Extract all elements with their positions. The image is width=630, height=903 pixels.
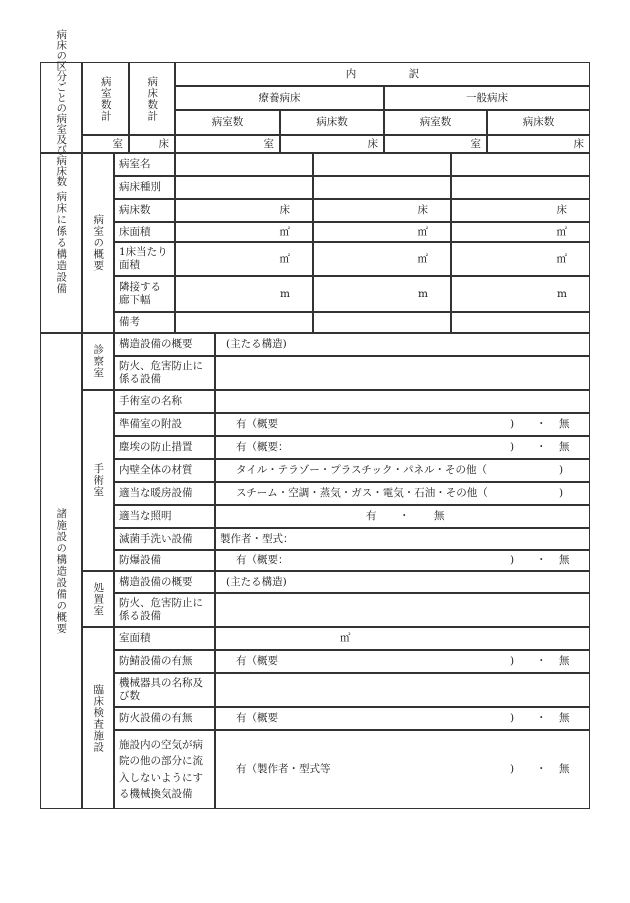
room-name-field-3[interactable] bbox=[451, 153, 590, 176]
shochi-label: 処置室 bbox=[82, 571, 114, 627]
nashi-text: 無 bbox=[559, 418, 570, 431]
row-label-floor-area: 床面積 bbox=[114, 222, 175, 242]
heating-field[interactable] bbox=[215, 482, 590, 505]
unit-m2: ㎡ bbox=[417, 225, 428, 238]
row-label-remarks: 備考 bbox=[114, 312, 175, 333]
floor-area-field-1[interactable] bbox=[175, 222, 313, 242]
lighting-label: 適当な照明 bbox=[114, 505, 215, 528]
fire-equipment-field[interactable] bbox=[215, 707, 590, 730]
shinsatsu-structure-field[interactable] bbox=[215, 333, 590, 356]
bed-type-field-1[interactable] bbox=[175, 176, 313, 199]
separator-dot: ・ bbox=[536, 712, 547, 725]
floor-area-field-3[interactable] bbox=[451, 222, 590, 242]
close-paren: ) bbox=[510, 655, 515, 668]
close-paren: ) bbox=[559, 487, 564, 500]
unit-m2: ㎡ bbox=[279, 225, 290, 238]
separator-dot: ・ bbox=[536, 441, 547, 454]
prep-room-field[interactable] bbox=[215, 413, 590, 436]
bed-count-field-2[interactable] bbox=[313, 199, 451, 222]
close-paren: ) bbox=[510, 418, 515, 431]
shujutsu-name-label: 手術室の名称 bbox=[114, 390, 215, 413]
close-paren: ) bbox=[510, 441, 515, 454]
rust-prevention-label: 防鯖設備の有無 bbox=[114, 650, 215, 673]
room-name-field-2[interactable] bbox=[313, 153, 451, 176]
shujutsu-name-field[interactable] bbox=[215, 390, 590, 413]
section3-label: 諸施設の構造設備の概要 bbox=[40, 333, 82, 809]
ryoyo-room-header: 病室数 bbox=[175, 110, 280, 135]
shinsatsu-structure-label: 構造設備の概要 bbox=[114, 333, 215, 356]
unit-bed: 床 bbox=[556, 204, 567, 217]
unit-m2: ㎡ bbox=[556, 225, 567, 238]
ryoyo-header: 療養病床 bbox=[175, 86, 384, 110]
room-area-field[interactable] bbox=[215, 627, 590, 650]
explosion-proof-label: 防爆設備 bbox=[114, 550, 215, 571]
unit-m2: ㎡ bbox=[340, 632, 351, 645]
unit-room: 室 bbox=[112, 137, 123, 150]
shochi-fire-field[interactable] bbox=[215, 593, 590, 627]
separator-dot: ・ bbox=[536, 763, 547, 776]
row-label-corridor-width: 隣接する廊下幅 bbox=[114, 276, 175, 312]
bed-total-header: 病床数計 bbox=[129, 62, 175, 135]
nashi-text: 無 bbox=[559, 712, 570, 725]
ryoyo-bed-field[interactable] bbox=[280, 135, 384, 153]
room-area-label: 室面積 bbox=[114, 627, 215, 650]
dust-prevention-label: 塵埃の防止措置 bbox=[114, 436, 215, 459]
corridor-width-field-2[interactable] bbox=[313, 276, 451, 312]
separator-dot: ・ bbox=[399, 510, 410, 523]
ventilation-label: 施設内の空気が病院の他の部分に流入しないようにする機械換気設備 bbox=[114, 730, 215, 809]
shinsatsu-fire-label: 防火、危害防止に係る設備 bbox=[114, 356, 215, 390]
nashi-text: 無 bbox=[559, 554, 570, 567]
ventilation-field[interactable] bbox=[215, 730, 590, 809]
unit-m2: ㎡ bbox=[279, 252, 290, 265]
dust-prevention-field[interactable] bbox=[215, 436, 590, 459]
floor-area-field-2[interactable] bbox=[313, 222, 451, 242]
wall-material-field[interactable] bbox=[215, 459, 590, 482]
room-total-header: 病室数計 bbox=[82, 62, 129, 135]
bed-count-field-1[interactable] bbox=[175, 199, 313, 222]
unit-room: 室 bbox=[263, 137, 274, 150]
close-paren: ) bbox=[510, 712, 515, 725]
row-label-bed-count: 病床数 bbox=[114, 199, 175, 222]
section2-label: 病床に係る構造設備 bbox=[40, 153, 82, 333]
sterile-wash-text: 製作者・型式： bbox=[220, 532, 294, 545]
shujutsu-label: 手術室 bbox=[82, 390, 114, 571]
ippan-bed-field[interactable] bbox=[487, 135, 590, 153]
section1-label: 病床の区分ごとの病室及び病床数 bbox=[40, 62, 82, 153]
corridor-width-field-1[interactable] bbox=[175, 276, 313, 312]
unit-m: m bbox=[280, 287, 290, 300]
prep-room-text: 有（概要 bbox=[236, 418, 278, 431]
unit-m: m bbox=[557, 287, 567, 300]
ippan-room-field[interactable] bbox=[384, 135, 487, 153]
ippan-bed-header: 病床数 bbox=[487, 110, 590, 135]
room-name-field-1[interactable] bbox=[175, 153, 313, 176]
prep-room-label: 準備室の附設 bbox=[114, 413, 215, 436]
nashi-text: 無 bbox=[559, 763, 570, 776]
heating-text: スチーム・空調・蒸気・ガス・電気・石油・その他（ bbox=[236, 487, 488, 500]
close-paren: ) bbox=[559, 464, 564, 477]
wall-material-label: 内壁全体の材質 bbox=[114, 459, 215, 482]
section2-sub-label: 病室の概要 bbox=[82, 153, 114, 333]
row-label-room-name: 病室名 bbox=[114, 153, 175, 176]
ari-text: 有 bbox=[366, 510, 377, 523]
separator-dot: ・ bbox=[536, 418, 547, 431]
equipment-list-label: 機械器具の名称及び数 bbox=[114, 673, 215, 707]
main-structure-text: (主たる構造) bbox=[226, 338, 287, 351]
row-label-area-per-bed: 1床当たり面積 bbox=[114, 242, 175, 276]
separator-dot: ・ bbox=[536, 554, 547, 567]
shochi-structure-label: 構造設備の概要 bbox=[114, 571, 215, 593]
explosion-proof-field[interactable] bbox=[215, 550, 590, 571]
area-per-bed-field-3[interactable] bbox=[451, 242, 590, 276]
unit-room: 室 bbox=[470, 137, 481, 150]
unit-bed: 床 bbox=[279, 204, 290, 217]
fire-equipment-label: 防火設備の有無 bbox=[114, 707, 215, 730]
remarks-field-3[interactable] bbox=[451, 312, 590, 333]
breakdown-header: 内 訳 bbox=[175, 62, 590, 86]
sterile-wash-field[interactable] bbox=[215, 528, 590, 550]
wall-material-text: タイル・テラゾー・プラスチック・パネル・その他（ bbox=[236, 464, 487, 477]
close-paren: ) bbox=[510, 763, 515, 776]
nashi-text: 無 bbox=[434, 510, 445, 523]
nashi-text: 無 bbox=[559, 655, 570, 668]
unit-bed: 床 bbox=[573, 137, 584, 150]
room-total-field[interactable] bbox=[82, 135, 129, 153]
bed-type-field-3[interactable] bbox=[451, 176, 590, 199]
heating-label: 適当な暖房設備 bbox=[114, 482, 215, 505]
explosion-proof-text: 有（概要： bbox=[236, 554, 289, 567]
rust-prevention-text: 有（概要 bbox=[236, 655, 278, 668]
unit-m2: ㎡ bbox=[556, 252, 567, 265]
remarks-field-1[interactable] bbox=[175, 312, 313, 333]
bed-type-field-2[interactable] bbox=[313, 176, 451, 199]
lighting-field[interactable] bbox=[215, 505, 590, 528]
sterile-wash-label: 滅菌手洗い設備 bbox=[114, 528, 215, 550]
dust-prevention-text: 有（概要： bbox=[236, 441, 289, 454]
row-label-bed-type: 病床種別 bbox=[114, 176, 175, 199]
rust-prevention-field[interactable] bbox=[215, 650, 590, 673]
unit-bed: 床 bbox=[417, 204, 428, 217]
ventilation-text: 有（製作者・型式等 bbox=[236, 763, 331, 776]
nashi-text: 無 bbox=[559, 441, 570, 454]
shochi-fire-label: 防火、危害防止に係る設備 bbox=[114, 593, 215, 627]
unit-m2: ㎡ bbox=[417, 252, 428, 265]
unit-m: m bbox=[418, 287, 428, 300]
equipment-list-field[interactable] bbox=[215, 673, 590, 707]
unit-bed: 床 bbox=[158, 137, 169, 150]
fire-equipment-text: 有（概要 bbox=[236, 712, 278, 725]
rinsho-label: 臨床検査施設 bbox=[82, 627, 114, 809]
shochi-structure-field[interactable] bbox=[215, 571, 590, 593]
area-per-bed-field-2[interactable] bbox=[313, 242, 451, 276]
bed-total-field[interactable] bbox=[129, 135, 175, 153]
main-structure-text: (主たる構造) bbox=[226, 575, 287, 588]
area-per-bed-field-1[interactable] bbox=[175, 242, 313, 276]
bed-count-field-3[interactable] bbox=[451, 199, 590, 222]
shinsatsu-label: 診察室 bbox=[82, 333, 114, 390]
ippan-room-header: 病室数 bbox=[384, 110, 487, 135]
remarks-field-2[interactable] bbox=[313, 312, 451, 333]
ryoyo-room-field[interactable] bbox=[175, 135, 280, 153]
shinsatsu-fire-field[interactable] bbox=[215, 356, 590, 390]
close-paren: ) bbox=[510, 554, 515, 567]
ippan-header: 一般病床 bbox=[384, 86, 590, 110]
unit-bed: 床 bbox=[367, 137, 378, 150]
separator-dot: ・ bbox=[536, 655, 547, 668]
ryoyo-bed-header: 病床数 bbox=[280, 110, 384, 135]
corridor-width-field-3[interactable] bbox=[451, 276, 590, 312]
